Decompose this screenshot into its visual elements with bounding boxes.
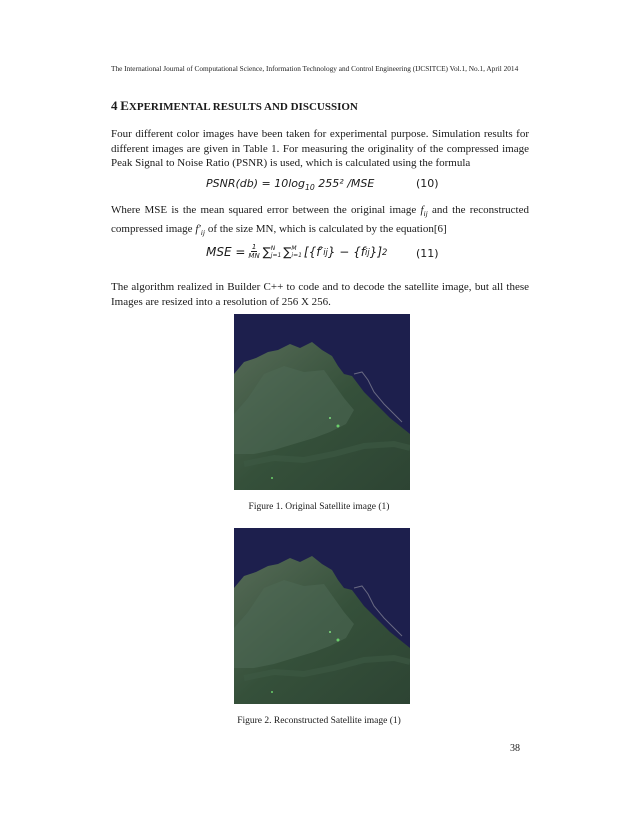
figure-1-image: [234, 314, 410, 490]
para2-c: of the size MN, which is calculated by the equation[6]: [205, 222, 447, 235]
section-title-rest: XPERIMENTAL RESULTS AND DISCUSSION: [128, 101, 358, 113]
satellite-image-reconstructed: [234, 528, 410, 704]
eq11-mid-sub: ij: [365, 246, 370, 257]
paragraph-mse: [111, 203, 529, 240]
eq11-sum1: ∑: [262, 244, 271, 259]
eq11-sum2-sub: i=1: [291, 251, 302, 259]
para2-f1: f: [420, 204, 424, 216]
journal-header: The International Journal of Computational Science, Information Technology and Control Engineering (IJCSITCE) Vol.1, No.1, April 2014: [111, 64, 519, 73]
section-number: 4: [111, 98, 118, 113]
eq10-rhs: 255² /MSE: [314, 177, 375, 190]
section-title-lead: E: [120, 98, 129, 113]
figure-1-caption: Figure 1. Original Satellite image (1): [248, 502, 390, 512]
eq11-sum2-sup: M: [291, 244, 297, 252]
eq11-end: }]: [369, 244, 383, 259]
para2-a: Where MSE is the mean squared error between the original image: [111, 204, 421, 216]
satellite-image-original: [234, 314, 410, 490]
page-number: 38: [510, 743, 520, 754]
eq11-frac-num: 1: [251, 243, 257, 251]
para2-f2: f′: [195, 222, 201, 235]
eq11-mid: } − {f: [327, 244, 366, 259]
eq10-lhs: PSNR(db) = 10log: [206, 177, 306, 190]
para2-b: and the reconstructed compressed image: [111, 204, 529, 235]
paragraph-intro: Four different color images have been taken for experimental purpose. Simulation results for different images are given in Table 1. For measuring the originality of the compressed image Peak Signal to Noise Ratio (PSNR) is used, which is calculated using the formula: [111, 128, 529, 169]
eq11-fraction: [248, 243, 259, 260]
paragraph-algorithm: The algorithm realized in Builder C++ to code and to decode the satellite image, but all these Images are resized into a resolution of 256 X 256.: [111, 281, 529, 308]
equation-mse: [206, 243, 387, 260]
eq11-body: [{f′: [303, 244, 324, 259]
para2-f1sub: ij: [423, 209, 428, 219]
eq11-exp: 2: [382, 246, 388, 257]
eq11-frac-den: MN: [248, 252, 260, 260]
equation-number-11: (11): [416, 247, 439, 260]
figure-2-image: [234, 528, 410, 704]
equation-psnr: [206, 177, 374, 192]
eq11-sum2: ∑: [283, 244, 292, 259]
eq11-sum1-sup: N: [270, 244, 276, 252]
equation-number-10: (10): [416, 177, 439, 190]
eq11-lhs: MSE =: [206, 244, 246, 259]
figure-2-caption: Figure 2. Reconstructed Satellite image (1): [237, 716, 401, 726]
eq10-sub: 10: [305, 183, 315, 193]
para2-f2sub: ij: [200, 227, 206, 237]
eq11-body-sub: ij: [323, 246, 328, 257]
eq11-sum1-sub: j=1: [270, 251, 282, 259]
section-heading: [111, 98, 358, 114]
